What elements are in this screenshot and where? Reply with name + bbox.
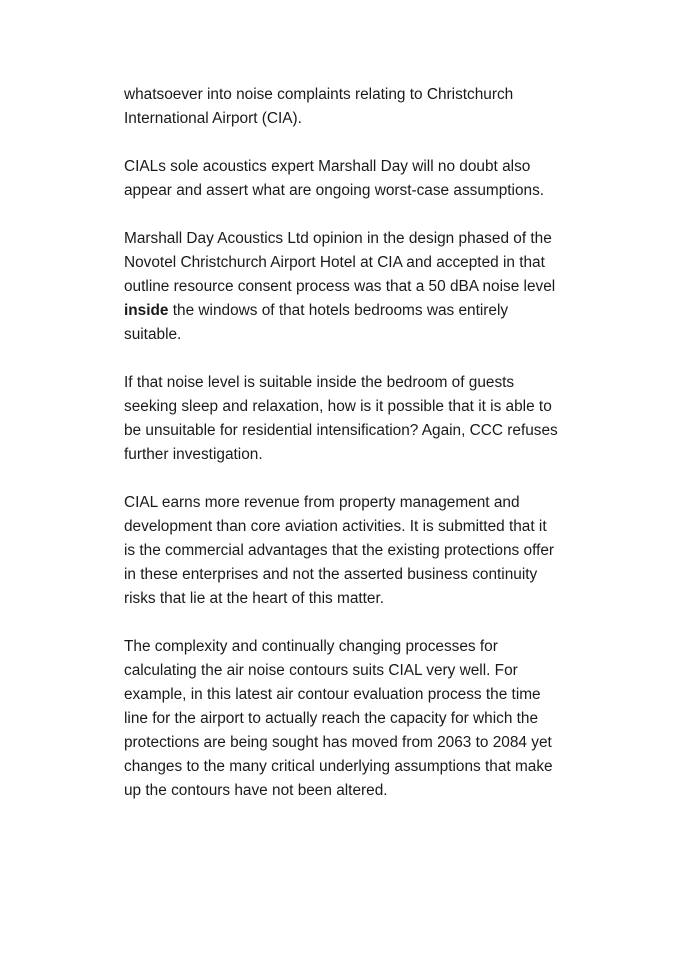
text-line: Novotel Christchurch Airport Hotel at CIA and accepted in that <box>124 254 545 271</box>
text-fragment: the windows of that hotels bedrooms was entirely <box>168 302 509 319</box>
text-line: seeking sleep and relaxation, how is it possible that it is able to <box>124 398 552 415</box>
paragraph-4 <box>124 371 604 467</box>
paragraph-2 <box>124 155 604 203</box>
paragraph-6 <box>124 635 604 803</box>
text-line: International Airport (CIA). <box>124 110 302 127</box>
text-line: If that noise level is suitable inside the bedroom of guests <box>124 374 515 391</box>
text-line: development than core aviation activities. It is submitted that it <box>124 518 547 535</box>
text-line: in these enterprises and not the asserted business continuity <box>124 566 538 583</box>
text-line: protections are being sought has moved from 2063 to 2084 yet <box>124 734 552 751</box>
text-line: CIALs sole acoustics expert Marshall Day will no doubt also <box>124 158 531 175</box>
text-line: suitable. <box>124 326 182 343</box>
text-line: up the contours have not been altered. <box>124 782 388 799</box>
text-line: Marshall Day Acoustics Ltd opinion in the design phased of the <box>124 230 552 247</box>
paragraph-1 <box>124 83 604 131</box>
text-line: example, in this latest air contour evaluation process the time <box>124 686 541 703</box>
text-line: outline resource consent process was that a 50 dBA noise level <box>124 278 556 295</box>
text-line: risks that lie at the heart of this matter. <box>124 590 385 607</box>
text-line: calculating the air noise contours suits CIAL very well. For <box>124 662 518 679</box>
text-line: is the commercial advantages that the existing protections offer <box>124 542 555 559</box>
text-line: further investigation. <box>124 446 263 463</box>
paragraph-5 <box>124 491 604 611</box>
paragraph-3 <box>124 227 604 347</box>
text-line: CIAL earns more revenue from property management and <box>124 494 520 511</box>
text-line: The complexity and continually changing processes for <box>124 638 498 655</box>
bold-emphasis: inside <box>124 302 169 319</box>
text-line: whatsoever into noise complaints relating to Christchurch <box>124 86 514 103</box>
text-line: line for the airport to actually reach the capacity for which the <box>124 710 539 727</box>
document-body <box>124 83 604 827</box>
text-line: changes to the many critical underlying assumptions that make <box>124 758 553 775</box>
text-line: appear and assert what are ongoing worst-case assumptions. <box>124 182 545 199</box>
text-line-with-bold <box>124 299 604 323</box>
text-line: be unsuitable for residential intensification? Again, CCC refuses <box>124 422 558 439</box>
